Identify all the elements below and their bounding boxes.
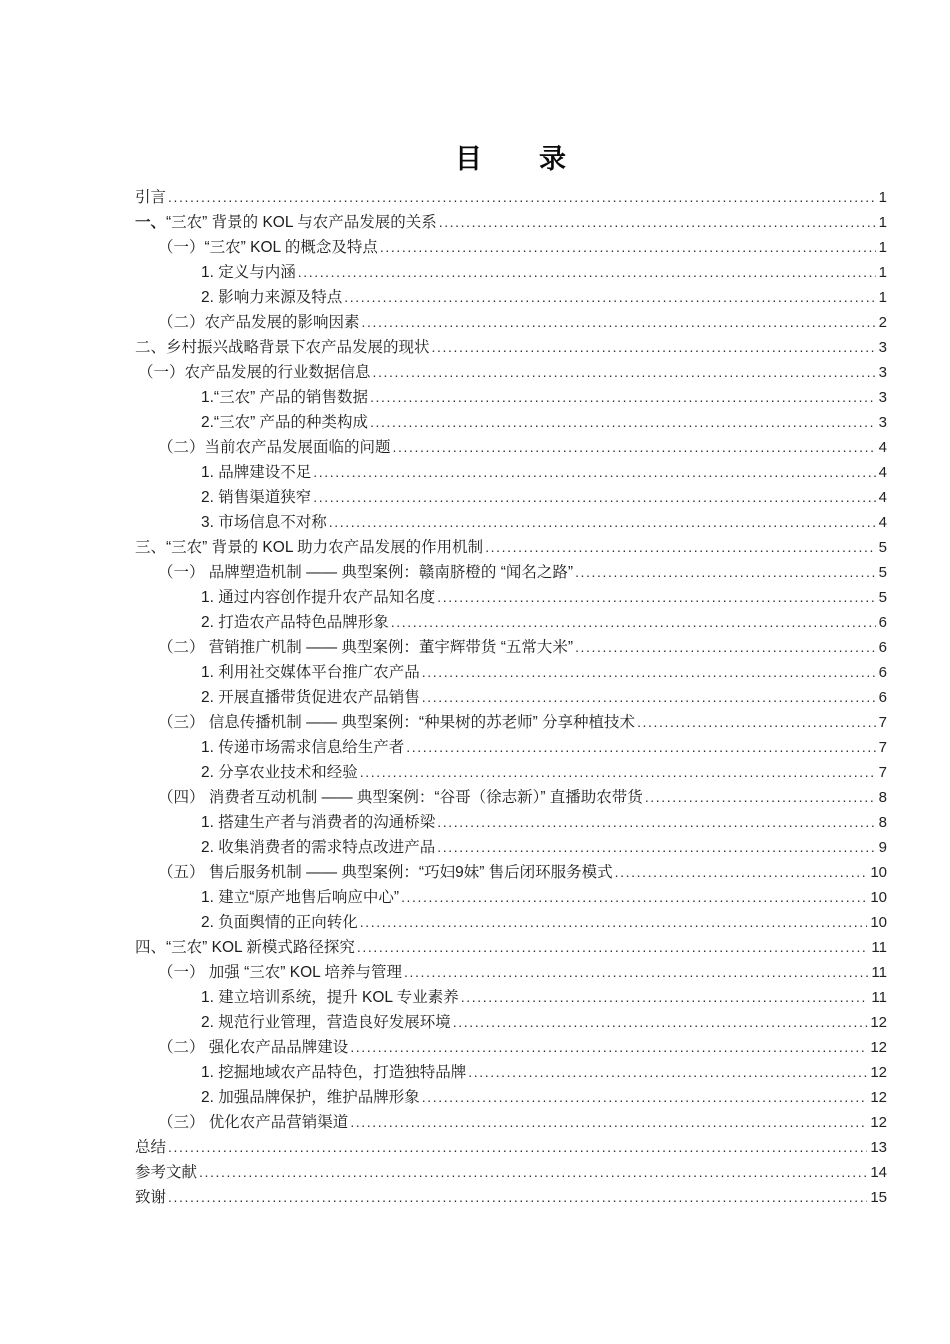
toc-entry-page-number: 11 [871, 989, 887, 1006]
toc-entry[interactable] [135, 610, 887, 635]
toc-entry-text: 致谢 [135, 1189, 167, 1206]
toc-entry[interactable] [135, 985, 887, 1010]
toc-entry[interactable] [135, 535, 887, 560]
toc-entry-page-number: 1 [878, 189, 887, 206]
toc-entry[interactable] [135, 1060, 887, 1085]
toc-entry-page-number: 3 [878, 414, 887, 431]
toc-entry-page-number: 8 [878, 814, 887, 831]
toc-entry-text: 2. 负面舆情的正向转化 [201, 914, 358, 931]
toc-entry-page-number: 1 [878, 264, 887, 281]
toc-entry[interactable] [135, 310, 887, 335]
toc-entry-page-number: 7 [878, 739, 887, 756]
toc-entry-page-number: 6 [878, 689, 887, 706]
toc-entry[interactable] [135, 835, 887, 860]
dot-leader [380, 235, 876, 260]
toc-entry-text: （一） 加强 “三农” KOL 培养与管理 [158, 964, 402, 981]
toc-entry-page-number: 12 [870, 1114, 887, 1131]
dot-leader [199, 1160, 867, 1185]
dot-leader [575, 635, 876, 660]
toc-entry-page-number: 7 [878, 714, 887, 731]
toc-entry-text: （二）农产品发展的影响因素 [158, 314, 360, 331]
toc-entry-page-number: 15 [870, 1189, 887, 1206]
dot-leader [393, 435, 876, 460]
dot-leader [401, 885, 867, 910]
toc-entry-page-number: 1 [878, 214, 887, 231]
toc-entry-page-number: 4 [878, 514, 887, 531]
dot-leader [439, 210, 876, 235]
toc-entry-page-number: 4 [878, 464, 887, 481]
toc-entry[interactable] [135, 260, 887, 285]
toc-entry-page-number: 13 [870, 1139, 887, 1156]
toc-entry-text: （二）当前农产品发展面临的问题 [158, 439, 391, 456]
toc-entry-page-number: 7 [878, 764, 887, 781]
toc-entry-text: （三） 信息传播机制 —— 典型案例：“种果树的苏老师” 分享种植技术 [158, 714, 636, 731]
toc-entry[interactable] [135, 1135, 887, 1160]
toc-entry[interactable] [135, 785, 887, 810]
toc-entry-page-number: 5 [878, 539, 887, 556]
toc-entry-page-number: 1 [878, 289, 887, 306]
dot-leader [313, 460, 875, 485]
dot-leader [437, 810, 875, 835]
dot-leader [168, 1135, 867, 1160]
toc-entry-text: 1.“三农” 产品的销售数据 [201, 389, 369, 406]
toc-entry[interactable] [135, 885, 887, 910]
toc-entry-page-number: 5 [878, 589, 887, 606]
toc-entry-page-number: 11 [871, 939, 887, 956]
toc-entry-text: 2. 规范行业管理，营造良好发展环境 [201, 1014, 451, 1031]
toc-entry-text: 1. 利用社交媒体平台推广农产品 [201, 664, 420, 681]
toc-entry-text: 2. 影响力来源及特点 [201, 289, 343, 306]
dot-leader [350, 1035, 867, 1060]
toc-entry[interactable] [135, 460, 887, 485]
toc-entry-text: 四、“三农” KOL 新模式路径探究 [135, 939, 355, 956]
toc-entry[interactable] [135, 1110, 887, 1135]
toc-entry[interactable] [135, 735, 887, 760]
toc-entry[interactable] [135, 585, 887, 610]
dot-leader [391, 610, 876, 635]
dot-leader [615, 860, 868, 885]
page-title: 目 录 [455, 144, 567, 174]
toc-entry-page-number: 4 [878, 439, 887, 456]
toc-entry[interactable] [135, 810, 887, 835]
toc-entry-page-number: 10 [870, 889, 887, 906]
dot-leader [461, 985, 869, 1010]
toc-list [135, 185, 887, 1210]
dot-leader [437, 835, 875, 860]
toc-entry-text: 1. 通过内容创作提升农产品知名度 [201, 589, 436, 606]
toc-entry-text: 3. 市场信息不对称 [201, 514, 327, 531]
dot-leader [168, 185, 876, 210]
dot-leader [360, 910, 868, 935]
dot-leader [422, 685, 876, 710]
dot-leader [362, 310, 876, 335]
toc-entry-page-number: 6 [878, 664, 887, 681]
toc-entry-page-number: 4 [878, 489, 887, 506]
toc-entry[interactable] [135, 1010, 887, 1035]
toc-entry-page-number: 10 [870, 864, 887, 881]
toc-entry-page-number: 12 [870, 1039, 887, 1056]
toc-entry[interactable] [135, 1160, 887, 1185]
toc-entry-text: （二） 强化农产品品牌建设 [158, 1039, 349, 1056]
toc-entry[interactable] [135, 960, 887, 985]
dot-leader [437, 585, 875, 610]
toc-entry[interactable] [135, 910, 887, 935]
dot-leader [468, 1060, 867, 1085]
toc-entry-text: 2. 分享农业技术和经验 [201, 764, 358, 781]
toc-entry[interactable] [135, 235, 887, 260]
toc-entry[interactable] [135, 1085, 887, 1110]
toc-entry[interactable] [135, 635, 887, 660]
toc-entry-page-number: 3 [878, 339, 887, 356]
toc-entry-text: 1. 建立“原产地售后响应中心” [201, 889, 400, 906]
dot-leader [637, 710, 876, 735]
dot-leader [298, 260, 876, 285]
toc-entry[interactable] [135, 560, 887, 585]
toc-entry-page-number: 12 [870, 1014, 887, 1031]
dot-leader [329, 510, 876, 535]
toc-entry-page-number: 8 [878, 789, 887, 806]
dot-leader [485, 535, 875, 560]
toc-entry[interactable] [135, 660, 887, 685]
dot-leader [370, 410, 876, 435]
toc-entry-page-number: 5 [878, 564, 887, 581]
toc-entry-page-number: 9 [878, 839, 887, 856]
toc-entry-text: 1. 定义与内涵 [201, 264, 296, 281]
dot-leader [575, 560, 876, 585]
toc-entry-text: （五） 售后服务机制 —— 典型案例：“巧妇9妹” 售后闭环服务模式 [158, 864, 613, 881]
toc-entry-text: （一）“三农” KOL 的概念及特点 [158, 239, 378, 256]
toc-entry-text: （三） 优化农产品营销渠道 [158, 1114, 349, 1131]
toc-entry-page-number: 12 [870, 1064, 887, 1081]
toc-entry-page-number: 12 [870, 1089, 887, 1106]
toc-entry-page-number: 6 [878, 614, 887, 631]
toc-entry[interactable] [135, 1035, 887, 1060]
toc-entry-page-number: 14 [870, 1164, 887, 1181]
toc-entry[interactable] [135, 485, 887, 510]
toc-entry-text: 二、乡村振兴战略背景下农产品发展的现状 [135, 339, 430, 356]
toc-entry[interactable] [135, 335, 887, 360]
toc-entry[interactable] [135, 860, 887, 885]
toc-entry[interactable] [135, 435, 887, 460]
dot-leader [350, 1110, 867, 1135]
toc-entry[interactable] [135, 710, 887, 735]
dot-leader [360, 760, 876, 785]
dot-leader [373, 360, 876, 385]
dot-leader [344, 285, 875, 310]
toc-entry-text: “三农” 背景的 KOL 与农产品发展的关系 [166, 214, 437, 231]
dot-leader [645, 785, 876, 810]
toc-entry-text: 1. 建立培训系统，提升 KOL 专业素养 [201, 989, 459, 1006]
toc-entry-text: 1. 品牌建设不足 [201, 464, 312, 481]
toc-entry[interactable] [135, 185, 887, 210]
toc-entry[interactable] [135, 410, 887, 435]
toc-entry-page-number: 2 [878, 314, 887, 331]
dot-leader [422, 1085, 868, 1110]
toc-entry-text: 2.“三农” 产品的种类构成 [201, 414, 369, 431]
dot-leader [168, 1185, 867, 1210]
toc-entry[interactable] [135, 510, 887, 535]
toc-entry-text: （一）农产品发展的行业数据信息 [138, 364, 371, 381]
toc-entry[interactable] [135, 935, 887, 960]
toc-entry-page-number: 1 [878, 239, 887, 256]
toc-entry-number: 一、 [135, 214, 167, 231]
dot-leader [422, 660, 876, 685]
dot-leader [370, 385, 876, 410]
toc-entry[interactable] [135, 285, 887, 310]
toc-entry-text: 三、“三农” 背景的 KOL 助力农产品发展的作用机制 [135, 539, 484, 556]
dot-leader [432, 335, 876, 360]
toc-entry-page-number: 3 [878, 364, 887, 381]
toc-entry-page-number: 3 [878, 389, 887, 406]
dot-leader [357, 935, 869, 960]
toc-entry-text: 总结 [135, 1139, 167, 1156]
toc-entry-text: （二） 营销推广机制 —— 典型案例：董宇辉带货 “五常大米” [158, 639, 574, 656]
toc-entry-text: 2. 打造农产品特色品牌形象 [201, 614, 389, 631]
toc-entry-text: 2. 销售渠道狭窄 [201, 489, 312, 506]
toc-entry[interactable] [135, 760, 887, 785]
toc-entry-text: 2. 开展直播带货促进农产品销售 [201, 689, 420, 706]
dot-leader [313, 485, 875, 510]
toc-entry-text: 1. 搭建生产者与消费者的沟通桥梁 [201, 814, 436, 831]
dot-leader [453, 1010, 868, 1035]
toc-entry-page-number: 6 [878, 639, 887, 656]
toc-entry[interactable] [135, 385, 887, 410]
toc-entry-text: 2. 加强品牌保护，维护品牌形象 [201, 1089, 420, 1106]
toc-entry-page-number: 11 [871, 964, 887, 981]
toc-entry-text: 2. 收集消费者的需求特点改进产品 [201, 839, 436, 856]
toc-entry[interactable] [135, 210, 887, 235]
toc-entry-text: 1. 传递市场需求信息给生产者 [201, 739, 405, 756]
toc-entry-text: 1. 挖掘地域农产品特色，打造独特品牌 [201, 1064, 467, 1081]
toc-entry-text: （一） 品牌塑造机制 —— 典型案例：赣南脐橙的 “闻名之路” [158, 564, 574, 581]
toc-entry-text: 引言 [135, 189, 167, 206]
toc-entry[interactable] [135, 1185, 887, 1210]
dot-leader [406, 735, 875, 760]
toc-entry-text: 参考文献 [135, 1164, 198, 1181]
toc-entry-text: （四） 消费者互动机制 —— 典型案例：“谷哥（徐志新）” 直播助农带货 [158, 789, 643, 806]
dot-leader [404, 960, 868, 985]
toc-entry-page-number: 10 [870, 914, 887, 931]
toc-entry[interactable] [135, 360, 887, 385]
toc-entry[interactable] [135, 685, 887, 710]
